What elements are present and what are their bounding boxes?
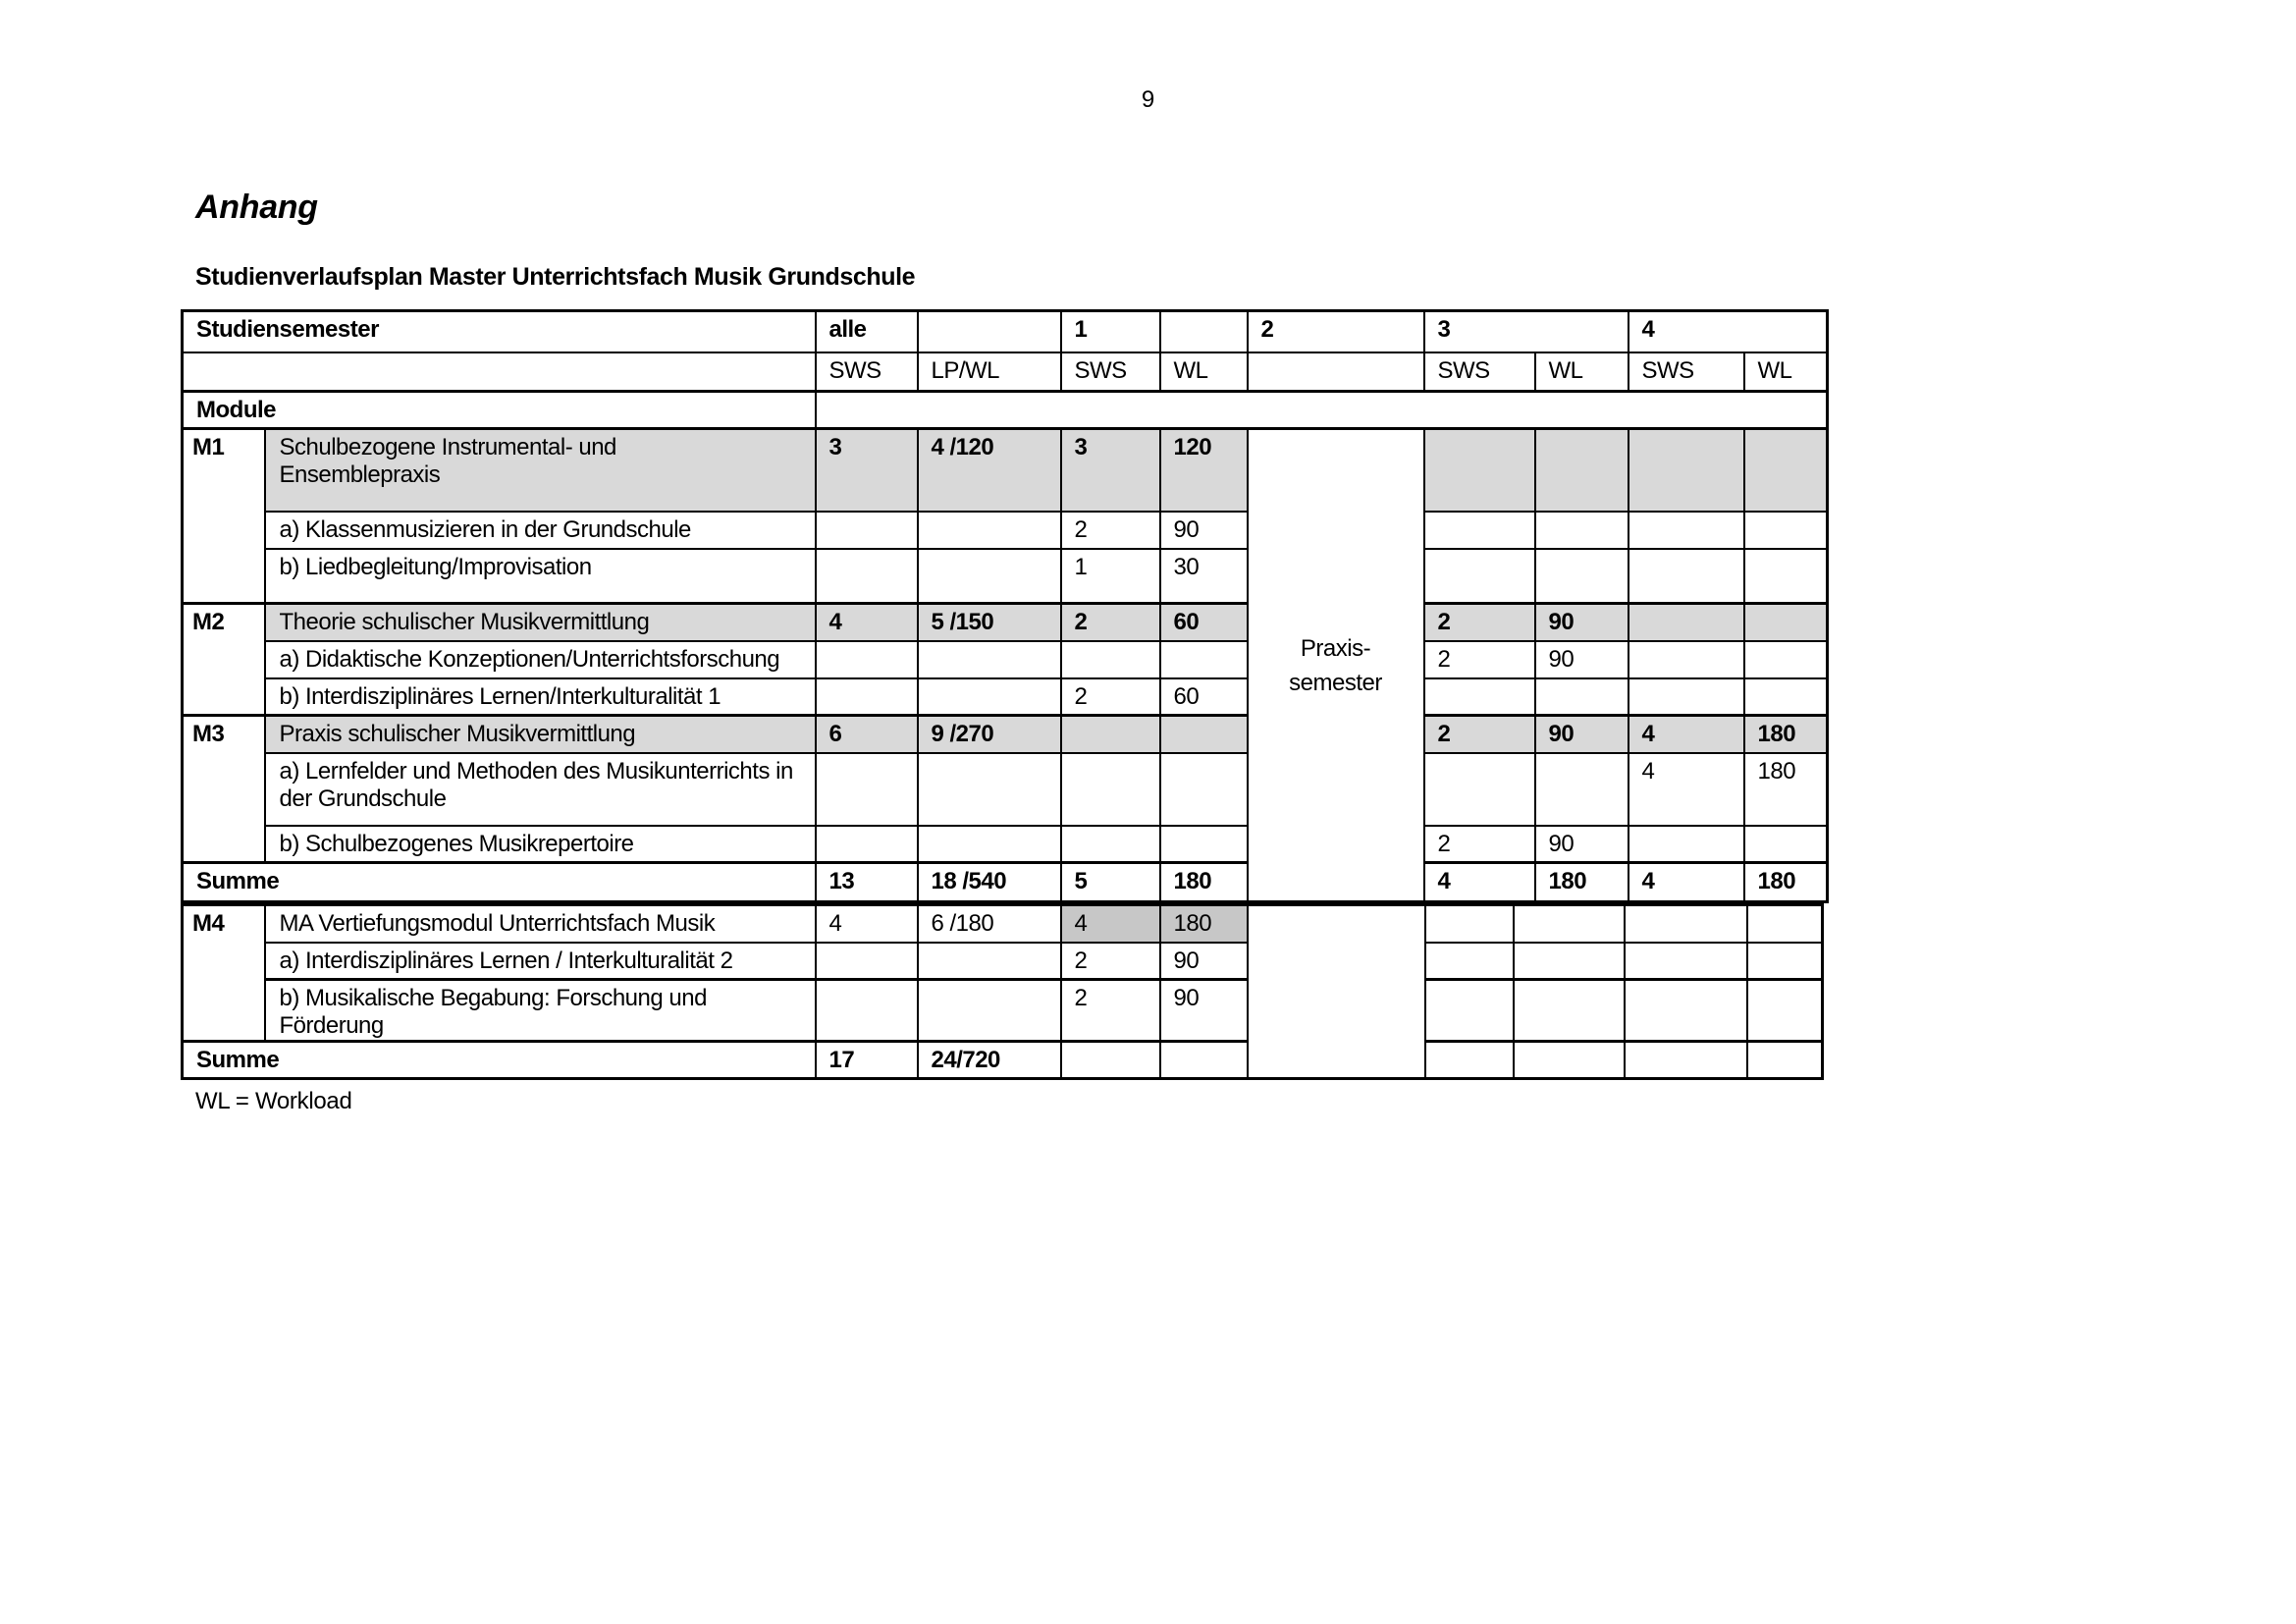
cell-m1b-label: b) Liedbegleitung/Improvisation <box>265 549 816 604</box>
row-m4a <box>183 943 1823 980</box>
cell-blank <box>1514 1042 1625 1079</box>
cell-m1-name: Schulbezogene Instrumental- und Ensemblepraxis <box>265 429 816 512</box>
cell-summe1-s4-sws: 4 <box>1629 863 1744 902</box>
cell-m4b-label: b) Musikalische Begabung: Forschung und Förderung <box>265 980 816 1042</box>
cell-blank <box>1744 678 1828 716</box>
cell-m4a-s1-sws: 2 <box>1061 943 1160 980</box>
cell-wl-sem3: WL <box>1535 352 1629 392</box>
cell-header-alle: alle <box>816 311 918 352</box>
row-m1b <box>183 549 1828 604</box>
cell-summe1-s1-wl: 180 <box>1160 863 1248 902</box>
cell-blank <box>1425 905 1514 943</box>
cell-m2a-s3-wl: 90 <box>1535 641 1629 678</box>
cell-blank <box>1744 604 1828 641</box>
cell-blank <box>816 549 918 604</box>
cell-summe2-label: Summe <box>183 1042 816 1079</box>
cell-blank <box>1744 549 1828 604</box>
cell-lpwl: LP/WL <box>918 352 1061 392</box>
cell-blank <box>1160 311 1248 352</box>
cell-blank <box>1625 1042 1747 1079</box>
cell-blank <box>918 549 1061 604</box>
row-module-label <box>183 392 1828 429</box>
cell-m2-s3-sws: 2 <box>1424 604 1535 641</box>
cell-m4-lpwl: 6 /180 <box>918 905 1061 943</box>
cell-blank <box>1425 980 1514 1042</box>
cell-blank <box>1514 980 1625 1042</box>
cell-blank <box>1625 980 1747 1042</box>
cell-m3a-s4-sws: 4 <box>1629 753 1744 826</box>
cell-blank <box>1744 826 1828 863</box>
cell-blank <box>918 943 1061 980</box>
cell-blank <box>918 826 1061 863</box>
heading-anhang: Anhang <box>195 189 318 226</box>
cell-m2a-s3-sws: 2 <box>1424 641 1535 678</box>
cell-blank <box>1535 678 1629 716</box>
cell-summe2-lpwl: 24/720 <box>918 1042 1061 1079</box>
cell-blank <box>918 980 1061 1042</box>
cell-m4b-s1-sws: 2 <box>1061 980 1160 1042</box>
cell-blank <box>1424 429 1535 512</box>
row-m2 <box>183 604 1828 641</box>
cell-blank <box>918 641 1061 678</box>
cell-m1b-s1-wl: 30 <box>1160 549 1248 604</box>
cell-wl-sem1: WL <box>1160 352 1248 392</box>
cell-header-sem3: 3 <box>1424 311 1629 352</box>
cell-module-label: Module <box>183 392 816 429</box>
cell-wl-sem4: WL <box>1744 352 1828 392</box>
cell-blank <box>1629 678 1744 716</box>
cell-blank <box>1061 753 1160 826</box>
cell-m4a-s1-wl: 90 <box>1160 943 1248 980</box>
row-m1a <box>183 512 1828 549</box>
cell-blank <box>918 678 1061 716</box>
cell-m4-alle-sws: 4 <box>816 905 918 943</box>
cell-blank <box>1535 549 1629 604</box>
cell-m1-s1-sws: 3 <box>1061 429 1160 512</box>
row-summe-2 <box>183 1042 1823 1079</box>
cell-header-sem2: 2 <box>1248 311 1424 352</box>
row-m3b <box>183 826 1828 863</box>
cell-m3-s4-wl: 180 <box>1744 716 1828 753</box>
cell-blank <box>816 753 918 826</box>
cell-m3-alle-sws: 6 <box>816 716 918 753</box>
cell-blank <box>1160 641 1248 678</box>
cell-blank <box>1514 905 1625 943</box>
cell-blank <box>1535 429 1629 512</box>
cell-blank <box>1425 1042 1514 1079</box>
cell-blank <box>1160 716 1248 753</box>
study-plan-table-main <box>181 309 1829 903</box>
row-summe-1 <box>183 863 1828 902</box>
cell-blank <box>918 311 1061 352</box>
cell-sws-sem4: SWS <box>1629 352 1744 392</box>
cell-m4-s1-wl: 180 <box>1160 905 1248 943</box>
cell-blank <box>816 512 918 549</box>
cell-m3-lpwl: 9 /270 <box>918 716 1061 753</box>
row-m3a <box>183 753 1828 826</box>
cell-studiensemester-label: Studiensemester <box>183 311 816 352</box>
cell-blank <box>1629 429 1744 512</box>
row-m4b <box>183 980 1823 1042</box>
cell-m3-s3-wl: 90 <box>1535 716 1629 753</box>
cell-blank <box>1061 826 1160 863</box>
cell-blank <box>1514 943 1625 980</box>
header-row-semesters <box>183 311 1828 352</box>
page-number: 9 <box>1141 86 1155 113</box>
cell-blank <box>1625 943 1747 980</box>
cell-m3-s4-sws: 4 <box>1629 716 1744 753</box>
cell-blank <box>1629 604 1744 641</box>
cell-blank <box>1248 352 1424 392</box>
study-plan-table-m4 <box>181 903 1824 1080</box>
cell-summe2-alle-sws: 17 <box>816 1042 918 1079</box>
cell-blank <box>918 753 1061 826</box>
cell-blank <box>1424 753 1535 826</box>
cell-m2-id: M2 <box>183 604 265 716</box>
cell-summe1-s3-wl: 180 <box>1535 863 1629 902</box>
workload-footnote: WL = Workload <box>195 1088 352 1114</box>
cell-blank <box>1744 512 1828 549</box>
row-m1 <box>183 429 1828 512</box>
cell-blank <box>816 678 918 716</box>
cell-summe1-s4-wl: 180 <box>1744 863 1828 902</box>
cell-m1b-s1-sws: 1 <box>1061 549 1160 604</box>
cell-blank <box>1629 641 1744 678</box>
cell-summe1-alle-sws: 13 <box>816 863 918 902</box>
cell-m2-lpwl: 5 /150 <box>918 604 1061 641</box>
cell-blank <box>1160 1042 1248 1079</box>
cell-m4-name: MA Vertiefungsmodul Unterrichtsfach Musik <box>265 905 816 943</box>
cell-header-sem4: 4 <box>1629 311 1828 352</box>
cell-m1a-label: a) Klassenmusizieren in der Grundschule <box>265 512 816 549</box>
cell-blank <box>1629 512 1744 549</box>
cell-m3a-label: a) Lernfelder und Methoden des Musikunterrichts in der Grundschule <box>265 753 816 826</box>
cell-m2b-s1-sws: 2 <box>1061 678 1160 716</box>
cell-m1-alle-sws: 3 <box>816 429 918 512</box>
cell-m2-name: Theorie schulischer Musikvermittlung <box>265 604 816 641</box>
row-m2a <box>183 641 1828 678</box>
cell-blank <box>816 943 918 980</box>
cell-blank <box>1747 980 1823 1042</box>
cell-summe1-s3-sws: 4 <box>1424 863 1535 902</box>
cell-blank <box>1535 512 1629 549</box>
cell-summe1-s1-sws: 5 <box>1061 863 1160 902</box>
cell-header-sem1: 1 <box>1061 311 1160 352</box>
cell-blank <box>1747 905 1823 943</box>
cell-summe1-label: Summe <box>183 863 816 902</box>
cell-m1-id: M1 <box>183 429 265 604</box>
cell-m2-s3-wl: 90 <box>1535 604 1629 641</box>
cell-blank <box>1424 512 1535 549</box>
cell-m2-s1-wl: 60 <box>1160 604 1248 641</box>
cell-m3-name: Praxis schulischer Musikvermittlung <box>265 716 816 753</box>
cell-blank <box>1424 678 1535 716</box>
cell-blank <box>1425 943 1514 980</box>
cell-blank <box>1160 826 1248 863</box>
cell-m3-id: M3 <box>183 716 265 863</box>
cell-m4b-s1-wl: 90 <box>1160 980 1248 1042</box>
cell-m4a-label: a) Interdisziplinäres Lernen / Interkulturalität 2 <box>265 943 816 980</box>
cell-blank <box>1625 905 1747 943</box>
cell-blank <box>1629 549 1744 604</box>
cell-m3b-s3-sws: 2 <box>1424 826 1535 863</box>
cell-m1-s1-wl: 120 <box>1160 429 1248 512</box>
cell-m3-s3-sws: 2 <box>1424 716 1535 753</box>
cell-m2-alle-sws: 4 <box>816 604 918 641</box>
cell-blank <box>1061 716 1160 753</box>
cell-m1-lpwl: 4 /120 <box>918 429 1061 512</box>
cell-m3b-s3-wl: 90 <box>1535 826 1629 863</box>
cell-praxissemester: Praxis- semester <box>1248 429 1424 902</box>
cell-blank <box>183 352 816 392</box>
cell-sws-alle: SWS <box>816 352 918 392</box>
cell-sws-sem3: SWS <box>1424 352 1535 392</box>
cell-praxis-column-empty <box>1248 905 1425 1079</box>
cell-blank <box>1744 641 1828 678</box>
cell-m2b-s1-wl: 60 <box>1160 678 1248 716</box>
row-m4 <box>183 905 1823 943</box>
cell-m1a-s1-sws: 2 <box>1061 512 1160 549</box>
cell-m1a-s1-wl: 90 <box>1160 512 1248 549</box>
cell-blank <box>1744 429 1828 512</box>
cell-m2-s1-sws: 2 <box>1061 604 1160 641</box>
row-m3 <box>183 716 1828 753</box>
cell-m2a-label: a) Didaktische Konzeptionen/Unterrichtsforschung <box>265 641 816 678</box>
header-row-units <box>183 352 1828 392</box>
cell-sws-sem1: SWS <box>1061 352 1160 392</box>
heading-subtitle: Studienverlaufsplan Master Unterrichtsfach Musik Grundschule <box>195 263 916 291</box>
cell-blank <box>1629 826 1744 863</box>
cell-blank <box>1747 1042 1823 1079</box>
cell-blank <box>1061 641 1160 678</box>
cell-m2b-label: b) Interdisziplinäres Lernen/Interkulturalität 1 <box>265 678 816 716</box>
cell-blank <box>1424 549 1535 604</box>
cell-m3b-label: b) Schulbezogenes Musikrepertoire <box>265 826 816 863</box>
cell-blank <box>816 392 1828 429</box>
cell-m4-id: M4 <box>183 905 265 1042</box>
cell-summe1-lpwl: 18 /540 <box>918 863 1061 902</box>
cell-blank <box>1061 1042 1160 1079</box>
cell-blank <box>816 826 918 863</box>
cell-blank <box>1160 753 1248 826</box>
cell-blank <box>1747 943 1823 980</box>
cell-m3a-s4-wl: 180 <box>1744 753 1828 826</box>
cell-blank <box>1535 753 1629 826</box>
cell-blank <box>816 980 918 1042</box>
cell-blank <box>918 512 1061 549</box>
row-m2b <box>183 678 1828 716</box>
cell-blank <box>816 641 918 678</box>
cell-m4-s1-sws: 4 <box>1061 905 1160 943</box>
